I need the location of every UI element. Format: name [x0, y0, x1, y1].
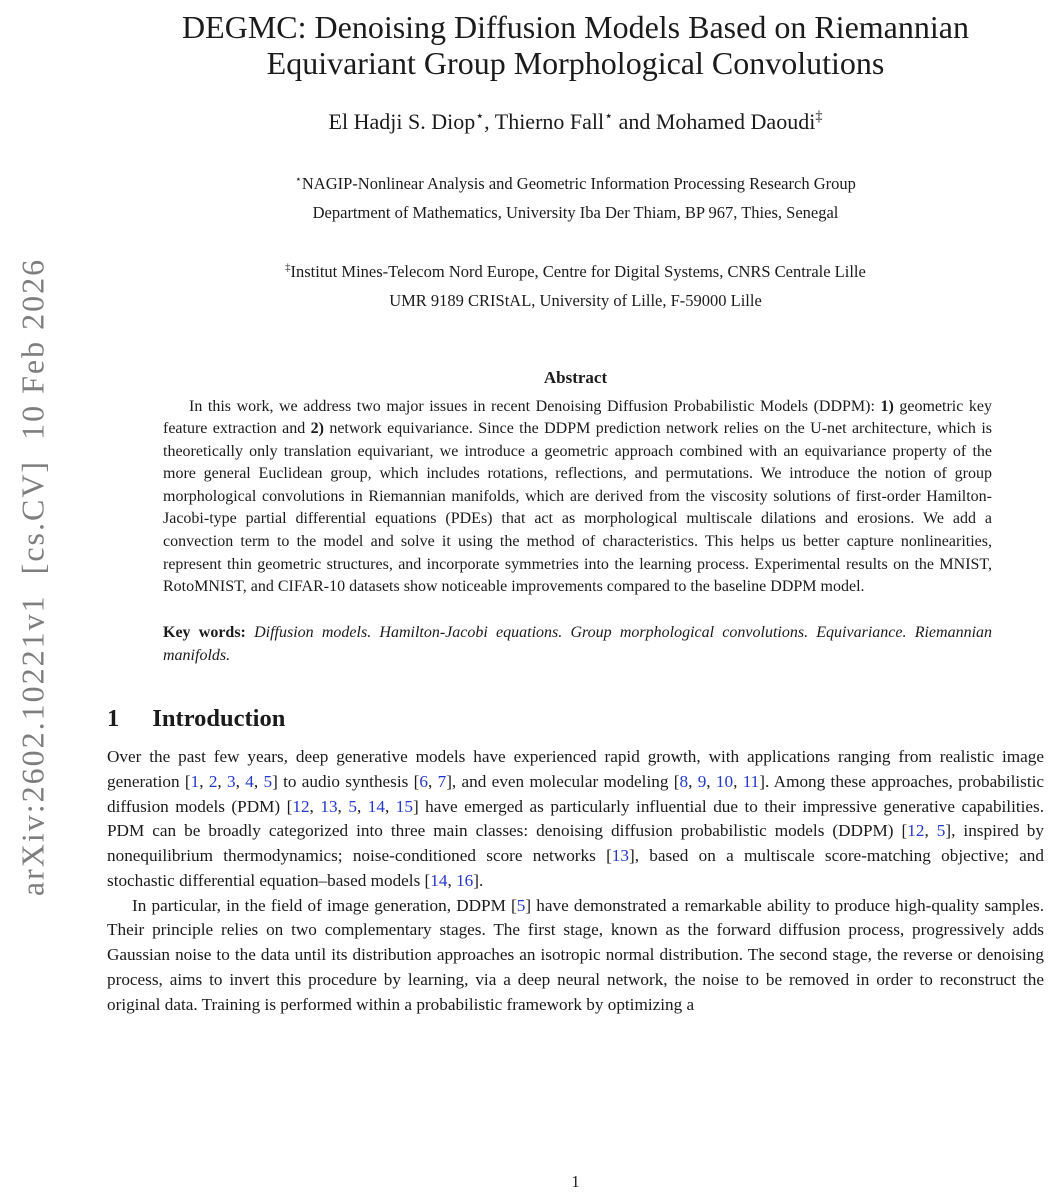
citation-link[interactable]: 5 [348, 796, 357, 816]
paper-title: DEGMC: Denoising Diffusion Models Based on Riemannian Equivariant Group Morphological Convolutions [182, 9, 969, 81]
citation-link[interactable]: 4 [245, 771, 254, 791]
citation-link[interactable]: 9 [697, 771, 707, 791]
citation-link[interactable]: 11 [742, 771, 760, 791]
citation-link[interactable]: 12 [292, 796, 310, 816]
intro-paragraph-2: In particular, in the field of image generation, DDPM [5] have demonstrated a remarkable ability to produce high-quality samples. Their principle relies on two complementary stages. The first stage, known as the forward diffusion process, progressively adds Gaussian noise to the data until its distribution approaches an isotropic normal distribution. The second stage, the reverse or denoising process, aims to invert this procedure by learning, via a deep neural network, the noise to be removed in order to reconstruct the original data. Training is performed within a probabilistic framework by optimizing a [107, 895, 1044, 1014]
citation-link[interactable]: 5 [936, 821, 946, 841]
citation-link[interactable]: 12 [907, 821, 925, 841]
citation-link[interactable]: 14 [430, 870, 448, 890]
page-number: 1 [571, 1172, 580, 1191]
section-heading-introduction [107, 705, 1044, 733]
citation-link[interactable]: 16 [456, 870, 474, 890]
affiliation-2-line-2: UMR 9189 CRIStAL, University of Lille, F-59000 Lille [389, 290, 762, 310]
citation-link[interactable]: 5 [263, 771, 273, 791]
affiliation-2 [107, 258, 1044, 316]
citation-link[interactable]: 6 [419, 771, 428, 791]
affiliation-2-line-1: ‡Institut Mines-Telecom Nord Europe, Centre for Digital Systems, CNRS Centrale Lille [285, 261, 866, 281]
arxiv-watermark: arXiv:2602.10221v1 [cs.CV] 10 Feb 2026 [14, 257, 51, 897]
affiliation-1-line-2: Department of Mathematics, University Iba Der Thiam, BP 967, Thies, Senegal [312, 203, 839, 223]
citation-link[interactable]: 5 [516, 895, 526, 915]
paper-page [107, 0, 1044, 1200]
citation-link[interactable]: 10 [715, 771, 734, 791]
intro-paragraph-1: Over the past few years, deep generative models have experienced rapid growth, with applications ranging from realistic image generation [1, 2, 3, 4, 5] to audio synthesis [6, 7], and even molecular modeling [8, 9, 10, 11]. Among these approaches, probabilistic diffusion models (PDM) [12, 13, 5, 14, 15] have emerged as particularly influential due to their impressive generative capabilities. PDM can be broadly categorized into three main classes: denoising diffusion probabilistic models (DDPM) [12, 5], inspired by nonequilibrium thermodynamics; noise-conditioned score networks [13], based on a multiscale score-matching objective; and stochastic differential equation–based models [14, 16]. [107, 747, 1045, 890]
citation-link[interactable]: 13 [611, 846, 629, 866]
citation-link[interactable]: 8 [679, 771, 689, 791]
citation-link[interactable]: 1 [190, 771, 200, 791]
affiliation-1-line-1: ⋆NAGIP-Nonlinear Analysis and Geometric Information Processing Research Group [295, 173, 856, 194]
affiliation-1 [107, 170, 1044, 228]
authors-line: El Hadji S. Diop⋆, Thierno Fall⋆ and Mohamed Daoudi‡ [328, 108, 823, 134]
citation-link[interactable]: 2 [208, 771, 218, 791]
section-number: 1 [107, 705, 120, 733]
citation-link[interactable]: 14 [367, 796, 385, 816]
citation-link[interactable]: 15 [395, 796, 413, 816]
citation-link[interactable]: 13 [320, 796, 338, 816]
citation-link[interactable]: 3 [227, 771, 236, 791]
section-title: Introduction [152, 705, 286, 733]
abstract-heading: Abstract [543, 367, 608, 387]
abstract-body: In this work, we address two major issues in recent Denoising Diffusion Probabilistic Models (DDPM): 1) geometric key feature extraction and 2) network equivariance. Since the DDPM prediction network relies on the U-net architecture, which is theoretically only translation equivariant, we introduce a geometric approach combined with an equivariance property of the more general Euclidean group, which includes rotations, reflections, and permutations. We introduce the notion of group morphological convolutions in Riemannian manifolds, which are derived from the viscosity solutions of first-order Hamilton-Jacobi-type partial differential equations (PDEs) that act as morphological multiscale dilations and erosions. We add a convection term to the model and solve it using the method of characteristics. This helps us better capture nonlinearities, represent thin geometric structures, and incorporate symmetries into the learning process. Experimental results on the MNIST, RotoMNIST, and CIFAR-10 datasets show noticeable improvements compared to the baseline DDPM model. [163, 397, 992, 596]
keywords-line: Key words: Diffusion models. Hamilton-Jacobi equations. Group morphological convolutions. Equivariance. Riemannian manifolds. [163, 623, 993, 664]
citation-link[interactable]: 7 [437, 771, 447, 791]
